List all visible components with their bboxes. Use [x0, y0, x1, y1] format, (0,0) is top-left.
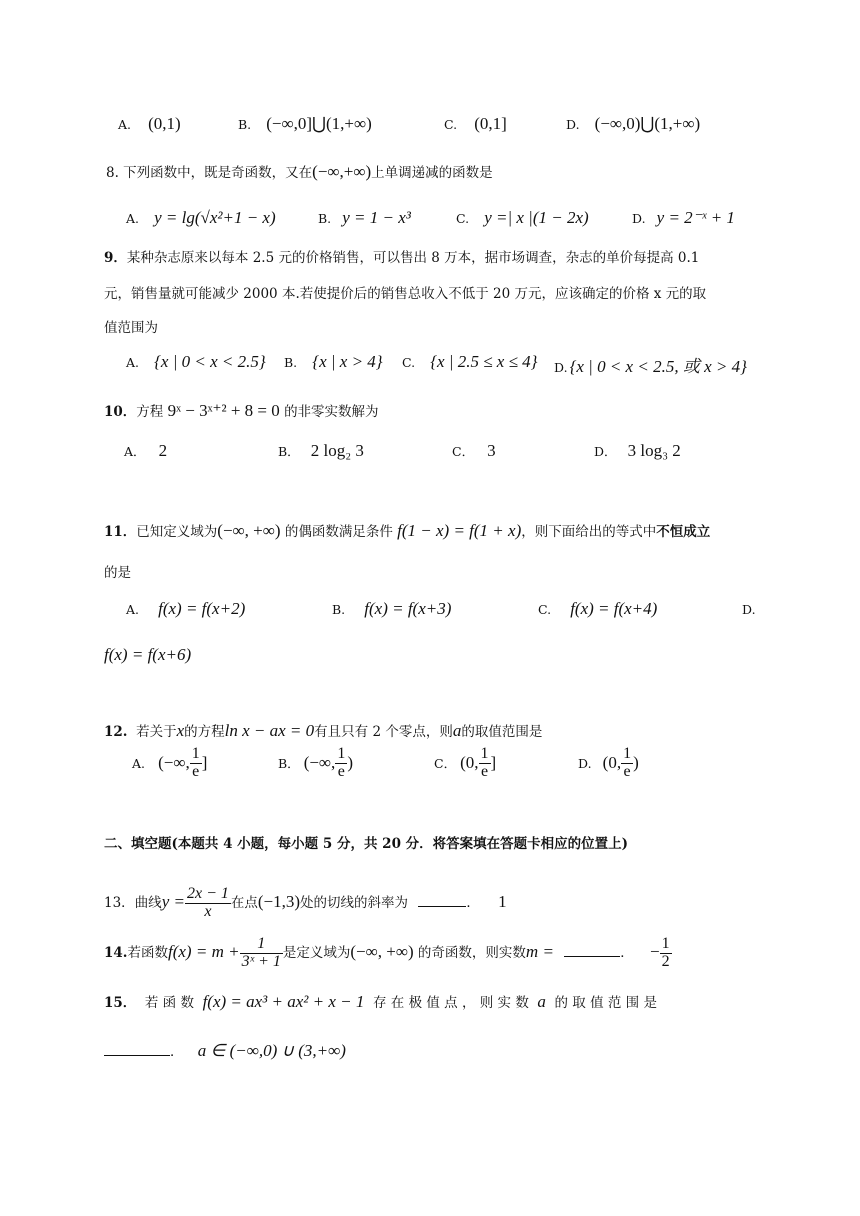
section-heading-fill-in: 二、填空题(本题共 4 小题，每小题 5 分，共 20 分．将答案填在答题卡相应的位置上) [104, 836, 629, 852]
q10-option-a: A． 2 [124, 441, 168, 460]
q9-option-d: D. {x | 0 < x < 2.5, 或 x > 4} [554, 357, 747, 376]
q14-answer-sign: − [650, 941, 660, 961]
q12-option-c: C． (0, $\frac{1}{e}$ ] [434, 745, 497, 780]
q11-option-d-label: D. [742, 602, 756, 617]
q12-option-b: B． (−∞, $\frac{1}{e}$ ) [278, 745, 353, 780]
q14-blank [564, 956, 620, 957]
q10-option-d: D． 3 log₃ 2 [594, 441, 681, 460]
q9-line-2: 元，销售量就可能减少 2000 本.若使提价后的销售总收入不低于 20 万元，应该确定的价格 x 元的取 [104, 286, 707, 302]
q13-answer: 1 [498, 891, 507, 911]
q11-option-b: B. f(x) = f(x+3) [332, 599, 452, 618]
q7-option-c: C. (0,1] [444, 114, 507, 133]
q12-option-a: A. (−∞, $\frac{1}{e}$ ] [132, 745, 208, 780]
q7-option-b: B. (−∞,0]⋃(1,+∞) [238, 114, 372, 133]
q14-stem: 14.若函数f(x) = m + $\frac{1}{\text{3ˣ + 1}}$ 是定义域为(−∞, +∞) 的奇函数，则实数m = ． − $\frac{1}{2}$ [104, 935, 670, 970]
q9-option-c: C. {x | 2.5 ≤ x ≤ 4} [402, 352, 538, 371]
q8-option-a: A. y = lg(√x²+1 − x) [126, 208, 276, 227]
q15-line-2: ． a ∈ (−∞,0) ∪ (3,+∞) [104, 1040, 346, 1061]
q11-option-d: f(x) = f(x+6) [104, 645, 192, 664]
q10-stem: 10．方程 9ˣ − 3ˣ⁺² + 8 = 0 的非零实数解为 [104, 401, 379, 420]
q8-option-b: B. y = 1 − x³ [318, 208, 411, 227]
q11-line-2: 的是 [104, 565, 131, 581]
q10-option-b: B． 2 log₂ 3 [278, 441, 364, 460]
q15-answer: a ∈ (−∞,0) ∪ (3,+∞) [197, 1041, 346, 1060]
q11-option-c: C. f(x) = f(x+4) [538, 599, 658, 618]
q15-stem: 15． 若 函 数 f(x) = ax³ + ax² + x − 1 存 在 极 值 点 ， 则 实 数 a 的 取 值 范 围 是 [104, 992, 657, 1011]
q11-option-a: A. f(x) = f(x+2) [126, 599, 246, 618]
q8-option-d: D. y = 2⁻ˣ + 1 [632, 208, 735, 227]
q7-option-a: A. (0,1) [118, 114, 181, 133]
q12-stem: 12. 若关于x的方程ln x − ax = 0有且只有 2 个零点，则a的取值范围是 [104, 721, 543, 740]
q8-option-c: C. y =| x |(1 − 2x) [456, 208, 589, 227]
q12-option-d: D. (0, $\frac{1}{e}$ ) [578, 745, 639, 780]
q13-blank [418, 906, 466, 907]
q9-line-3: 值范围为 [104, 320, 158, 336]
q9-option-b: B. {x | x > 4} [284, 352, 383, 371]
q13-stem: 13．曲线y = $\frac{2x - 1}{x}$ 在点(−1,3)处的切线的斜率为 ． 1 [104, 885, 507, 920]
q9-option-a: A. {x | 0 < x < 2.5} [126, 352, 266, 371]
q14-answer-fraction: $\frac{1}{2}$ [661, 935, 670, 970]
q10-option-c: C． 3 [452, 441, 496, 460]
q15-blank [104, 1055, 170, 1056]
q11-stem: 11．已知定义域为(−∞, +∞) 的偶函数满足条件 f(1 − x) = f(1 + x)，则下面给出的等式中不恒成立 [104, 521, 711, 540]
q7-option-d: D. (−∞,0)⋃(1,+∞) [566, 114, 701, 133]
q8-stem: 8. 下列函数中，既是奇函数，又在(−∞,+∞)上单调递减的函数是 [106, 162, 493, 181]
q9-line-1: 9．某种杂志原来以每本 2.5 元的价格销售，可以售出 8 万本，据市场调查，杂志的单价每提高 0.1 [104, 250, 700, 266]
